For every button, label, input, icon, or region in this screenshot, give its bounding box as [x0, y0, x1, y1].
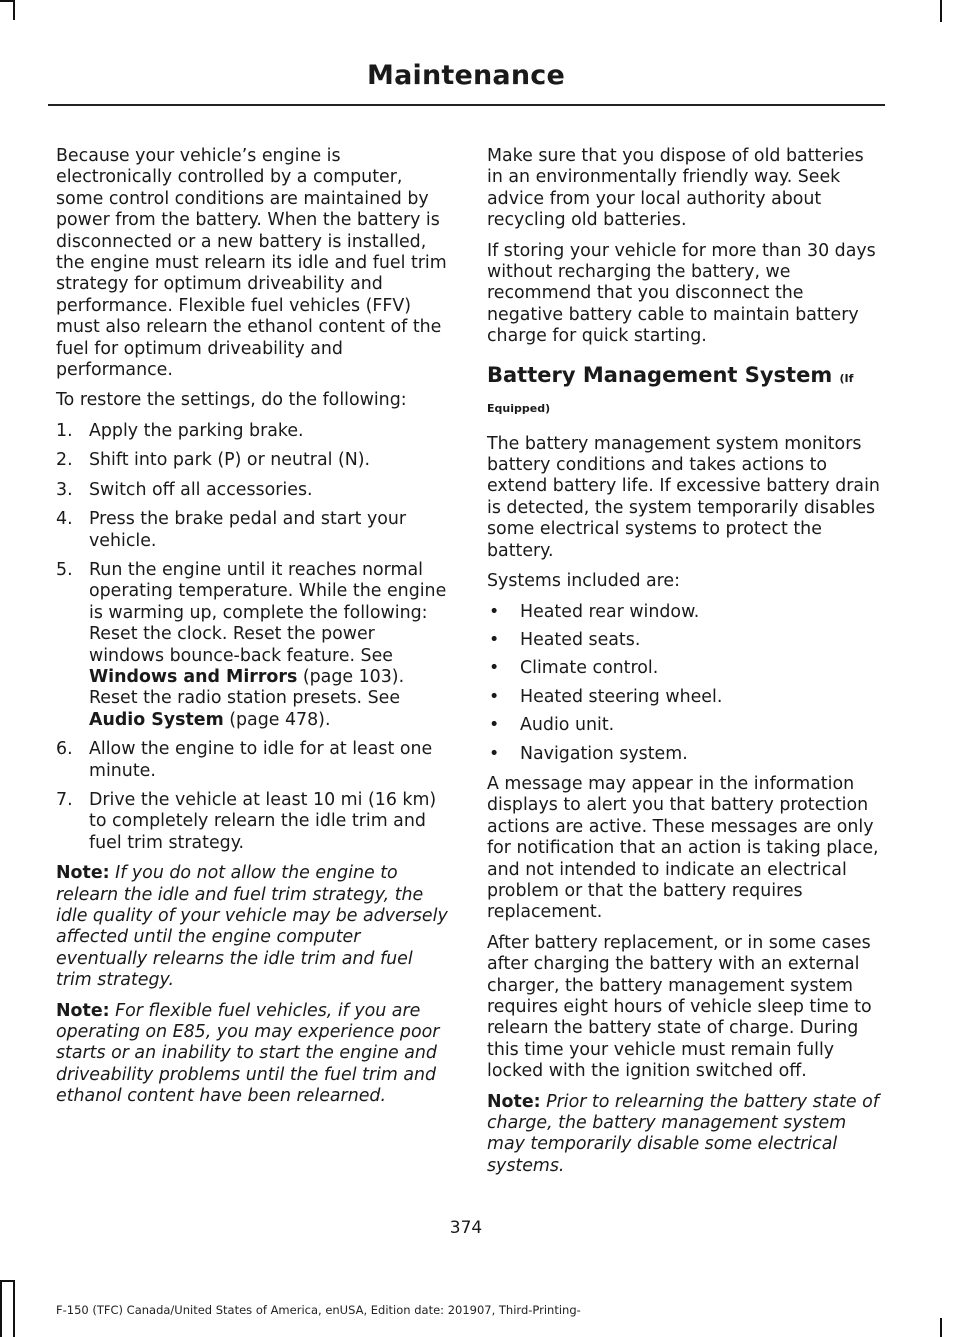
list-item: • Heated rear window.	[489, 601, 700, 622]
right-column	[487, 146, 882, 1186]
edition-footer: F-150 (TFC) Canada/United States of America, enUSA, Edition date: 201907, Third-Printing-	[56, 1303, 581, 1317]
list-item: • Audio unit.	[489, 715, 615, 736]
dispose-paragraph: Make sure that you dispose of old batteries in an environmentally friendly way. Seek advice from your local authority about recycling old batteries.	[487, 146, 864, 231]
systems-intro: Systems included are:	[487, 571, 680, 592]
note-idle-trim: Note: If you do not allow the engine to relearn the idle and fuel trim strategy, the idle quality of your vehicle may be adversely affected until the engine computer eventually relearns the idle trim and fuel trim strategy.	[56, 863, 448, 991]
intro-paragraph: Because your vehicle’s engine is electronically controlled by a computer, some control conditions are maintained by power from the battery. When the battery is disconnected or a new battery is installed, the engine must relearn its idle and fuel trim strategy for optimum driveability and performance. Flexible fuel vehicles (FFV) must also relearn the ethanol content of the fuel for optimum driveability and performance.	[56, 146, 447, 381]
list-item: • Navigation system.	[489, 743, 688, 764]
page-title: Maintenance	[367, 60, 565, 91]
list-item: • Climate control.	[489, 658, 659, 679]
list-item: 4. Press the brake pedal and start your vehicle.	[56, 509, 407, 551]
list-item: 1. Apply the parking brake.	[56, 420, 304, 441]
section-heading: Battery Management System (If Equipped)	[487, 362, 854, 415]
restore-steps-list	[56, 421, 448, 854]
list-item: 3. Switch off all accessories.	[56, 479, 313, 500]
crop-mark	[940, 0, 942, 22]
crop-mark	[13, 1280, 15, 1337]
list-item: • Heated seats.	[489, 629, 641, 650]
crop-mark	[0, 1280, 13, 1282]
list-item: 2. Shift into park (P) or neutral (N).	[56, 450, 371, 471]
xref-windows-and-mirrors[interactable]: Windows and Mirrors	[89, 666, 298, 687]
bms-description: The battery management system monitors battery conditions and takes actions to extend battery life. If excessive battery drain is detected, the system temporarily disables some electrical systems to protect the battery.	[487, 433, 880, 561]
note-flexible-fuel: Note: For flexible fuel vehicles, if you are operating on E85, you may experience poor starts or an inability to start the engine and driveability problems until the fuel trim and ethanol content have been relearned.	[56, 1000, 440, 1107]
crop-mark	[0, 1280, 2, 1337]
list-item: 5. Run the engine until it reaches normal operating temperature. While the engine is warming up, complete the following: Reset the clock. Reset the power windows bounce-back feature. See Windows and Mirrors (page 103). Reset the radio station presets. See Audio System (page 478).	[56, 559, 447, 730]
systems-list	[487, 602, 882, 765]
crop-mark	[13, 0, 15, 20]
crop-mark	[0, 0, 13, 2]
restore-intro: To restore the settings, do the following:	[56, 390, 407, 411]
list-item: • Heated steering wheel.	[489, 686, 723, 707]
storing-paragraph: If storing your vehicle for more than 30 days without recharging the battery, we recommend that you disconnect the negative battery cable to maintain battery charge for quick starting.	[487, 240, 876, 347]
left-column	[56, 146, 448, 1117]
page-number: 374	[449, 1218, 483, 1238]
xref-audio-system[interactable]: Audio System	[89, 709, 224, 730]
crop-mark	[940, 1318, 942, 1337]
message-paragraph: A message may appear in the information displays to alert you that battery protection actions are active. These messages are only for notification that an action is taking place, and not intended to indicate an electrical problem or that the battery requires replacement.	[487, 773, 879, 923]
header-divider	[48, 104, 885, 106]
list-item: 7. Drive the vehicle at least 10 mi (16 km) to completely relearn the idle trim and fuel trim strategy.	[56, 789, 437, 853]
list-item: 6. Allow the engine to idle for at least one minute.	[56, 739, 433, 781]
note-relearning: Note: Prior to relearning the battery state of charge, the battery management system may temporarily disable some electrical systems.	[487, 1091, 879, 1176]
after-replacement-paragraph: After battery replacement, or in some cases after charging the battery with an external charger, the battery management system requires eight hours of vehicle sleep time to relearn the battery state of charge. During this time your vehicle must remain fully locked with the ignition switched off.	[487, 932, 872, 1082]
